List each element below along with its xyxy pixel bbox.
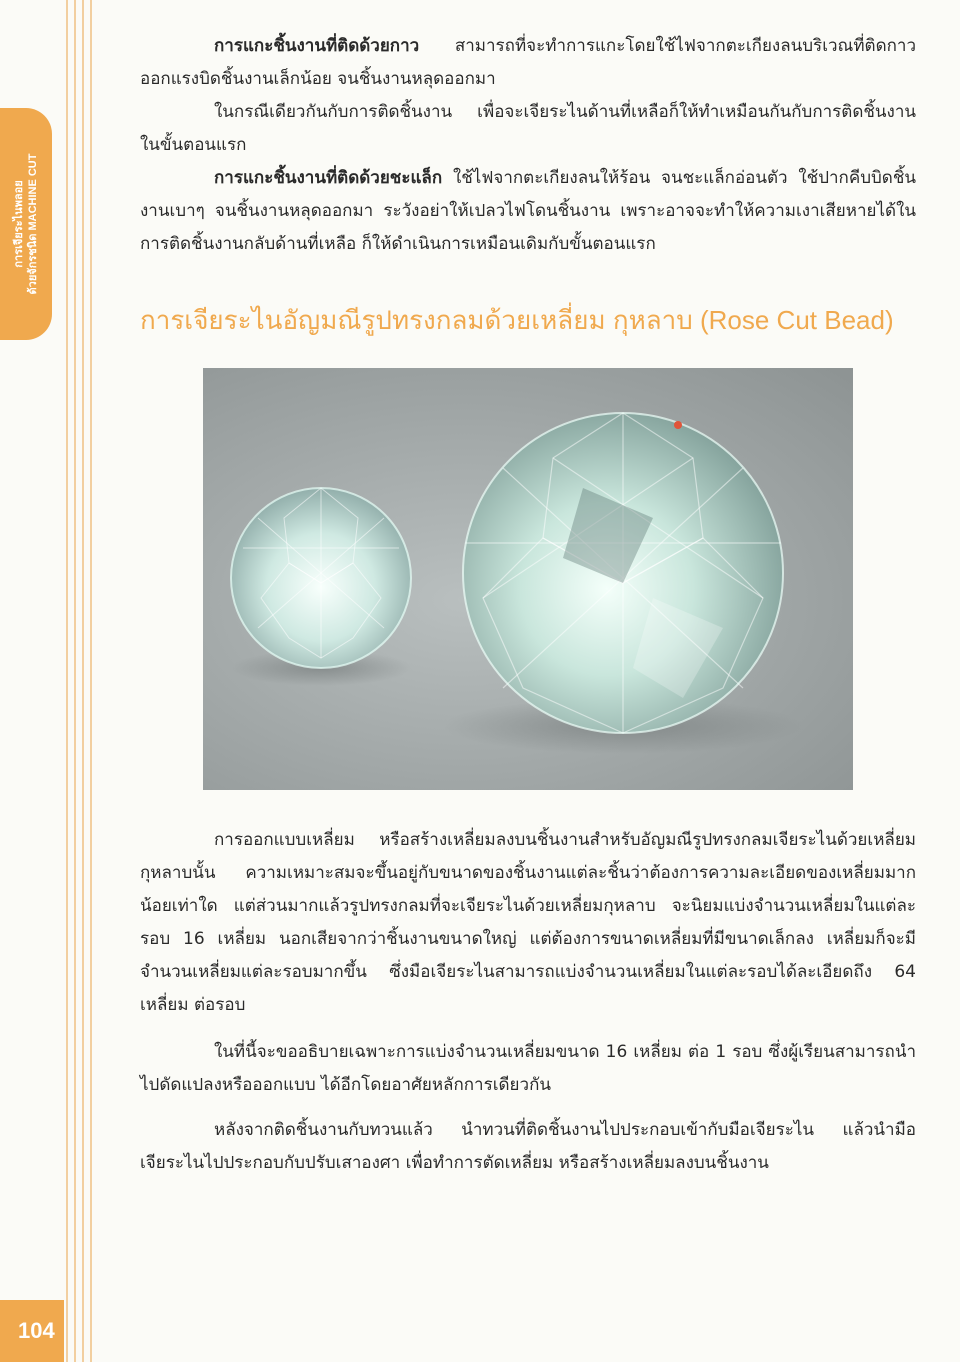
margin-line-1 — [66, 0, 68, 1362]
paragraph-after-mounting — [140, 1114, 916, 1180]
chapter-side-tab — [0, 108, 52, 340]
small-sphere — [231, 488, 411, 668]
faceted-crystal-spheres-photo — [203, 368, 853, 790]
after-mounting-text: หลังจากติดชิ้นงานกับทวนแล้ว นำทวนที่ติดชิ้นงานไปประกอบเข้ากับมือเจียระไน แล้วนำมือเจียระไนไปประกอบกับปรับเสาองศา เพื่อทำการตัดเหลี่ยม หรือสร้างเหลี่ยมลงบนชิ้นงาน — [140, 1120, 916, 1173]
glue-removal-title: การแกะชิ้นงานที่ติดด้วยกาว — [214, 36, 420, 56]
paragraph-same-case — [140, 96, 916, 162]
chapter-side-line2: ด้วยจักรชนิด MACHINE CUT — [27, 153, 39, 295]
shellac-removal-title: การแกะชิ้นงานที่ติดด้วยชะแล็ก — [214, 168, 443, 188]
paragraph-glue-removal — [140, 30, 916, 96]
large-sphere — [463, 413, 783, 733]
paragraph-shellac-removal — [140, 162, 916, 261]
margin-line-3 — [82, 0, 84, 1362]
sixteen-facets-text: ในที่นี้จะขออธิบายเฉพาะการแบ่งจำนวนเหลี่ยมขนาด 16 เหลี่ยม ต่อ 1 รอบ ซึ่งผู้เรียนสามารถนำไปดัดแปลงหรือออกแบบ ได้อีกโดยอาศัยหลักการเดียวกัน — [140, 1042, 916, 1095]
margin-line-2 — [74, 0, 76, 1362]
shellac-removal-text: ใช้ไฟจากตะเกียงลนให้ร้อน จนชะแล็กอ่อนตัว ใช้ปากคีบบิดชิ้นงานเบาๆ จนชิ้นงานหลุดออกมา ระวังอย่าให้เปลวไฟโดนชิ้นงาน เพราะอาจจะทำให้ความเงาเสียหายได้ในการติดชิ้นงานกลับด้านที่เหลือ ก็ให้ดำเนินการเหมือนเดิมกับขั้นตอนแรก — [140, 168, 916, 254]
chapter-side-line1: การเจียระไนพลอย — [13, 180, 25, 268]
paragraph-facet-design — [140, 824, 916, 1022]
chapter-side-label — [12, 154, 40, 295]
glue-removal-text: สามารถที่จะทำการแกะโดยใช้ไฟจากตะเกียงลนบริเวณที่ติดกาวออกแรงบิดชิ้นงานเล็กน้อย จนชิ้นงานหลุดออกมา — [140, 36, 916, 89]
photo-illustration — [203, 368, 853, 790]
same-case-text: ในกรณีเดียวกันกับการติดชิ้นงาน เพื่อจะเจียระไนด้านที่เหลือก็ให้ทำเหมือนกันกับการติดชิ้นงานในขั้นตอนแรก — [140, 102, 916, 155]
page-number: 104 — [18, 1318, 55, 1343]
margin-line-4 — [90, 0, 92, 1362]
facet-design-text: การออกแบบเหลี่ยม หรือสร้างเหลี่ยมลงบนชิ้นงานสำหรับอัญมณีรูปทรงกลมเจียระไนด้วยเหลี่ยมกุหลาบนั้น ความเหมาะสมจะขึ้นอยู่กับขนาดของชิ้นงานแต่ละชิ้นว่าต้องการความละเอียดของเหลี่ยมมากน้อยเท่าใด แต่ส่วนมากแล้วรูปทรงกลมที่จะเจียระไนด้วยเหลี่ยมกุหลาบ จะนิยมแบ่งจำนวนเหลี่ยมในแต่ละรอบ 16 เหลี่ยม นอกเสียจากว่าชิ้นงานขนาดใหญ่ แต่ต้องการขนาดเหลี่ยมที่มีขนาดเล็กลง เหลี่ยมก็จะมีจำนวนเหลี่ยมแต่ละรอบมากขึ้น ซึ่งมือเจียระไนสามารถแบ่งจำนวนเหลี่ยมในแต่ละรอบได้ละเอียดถึง 64 เหลี่ยม ต่อรอบ — [140, 830, 916, 1015]
section-heading: การเจียระไนอัญมณีรูปทรงกลมด้วยเหลี่ยม กุหลาบ (Rose Cut Bead) — [140, 305, 894, 335]
paragraph-16-facets — [140, 1036, 916, 1102]
